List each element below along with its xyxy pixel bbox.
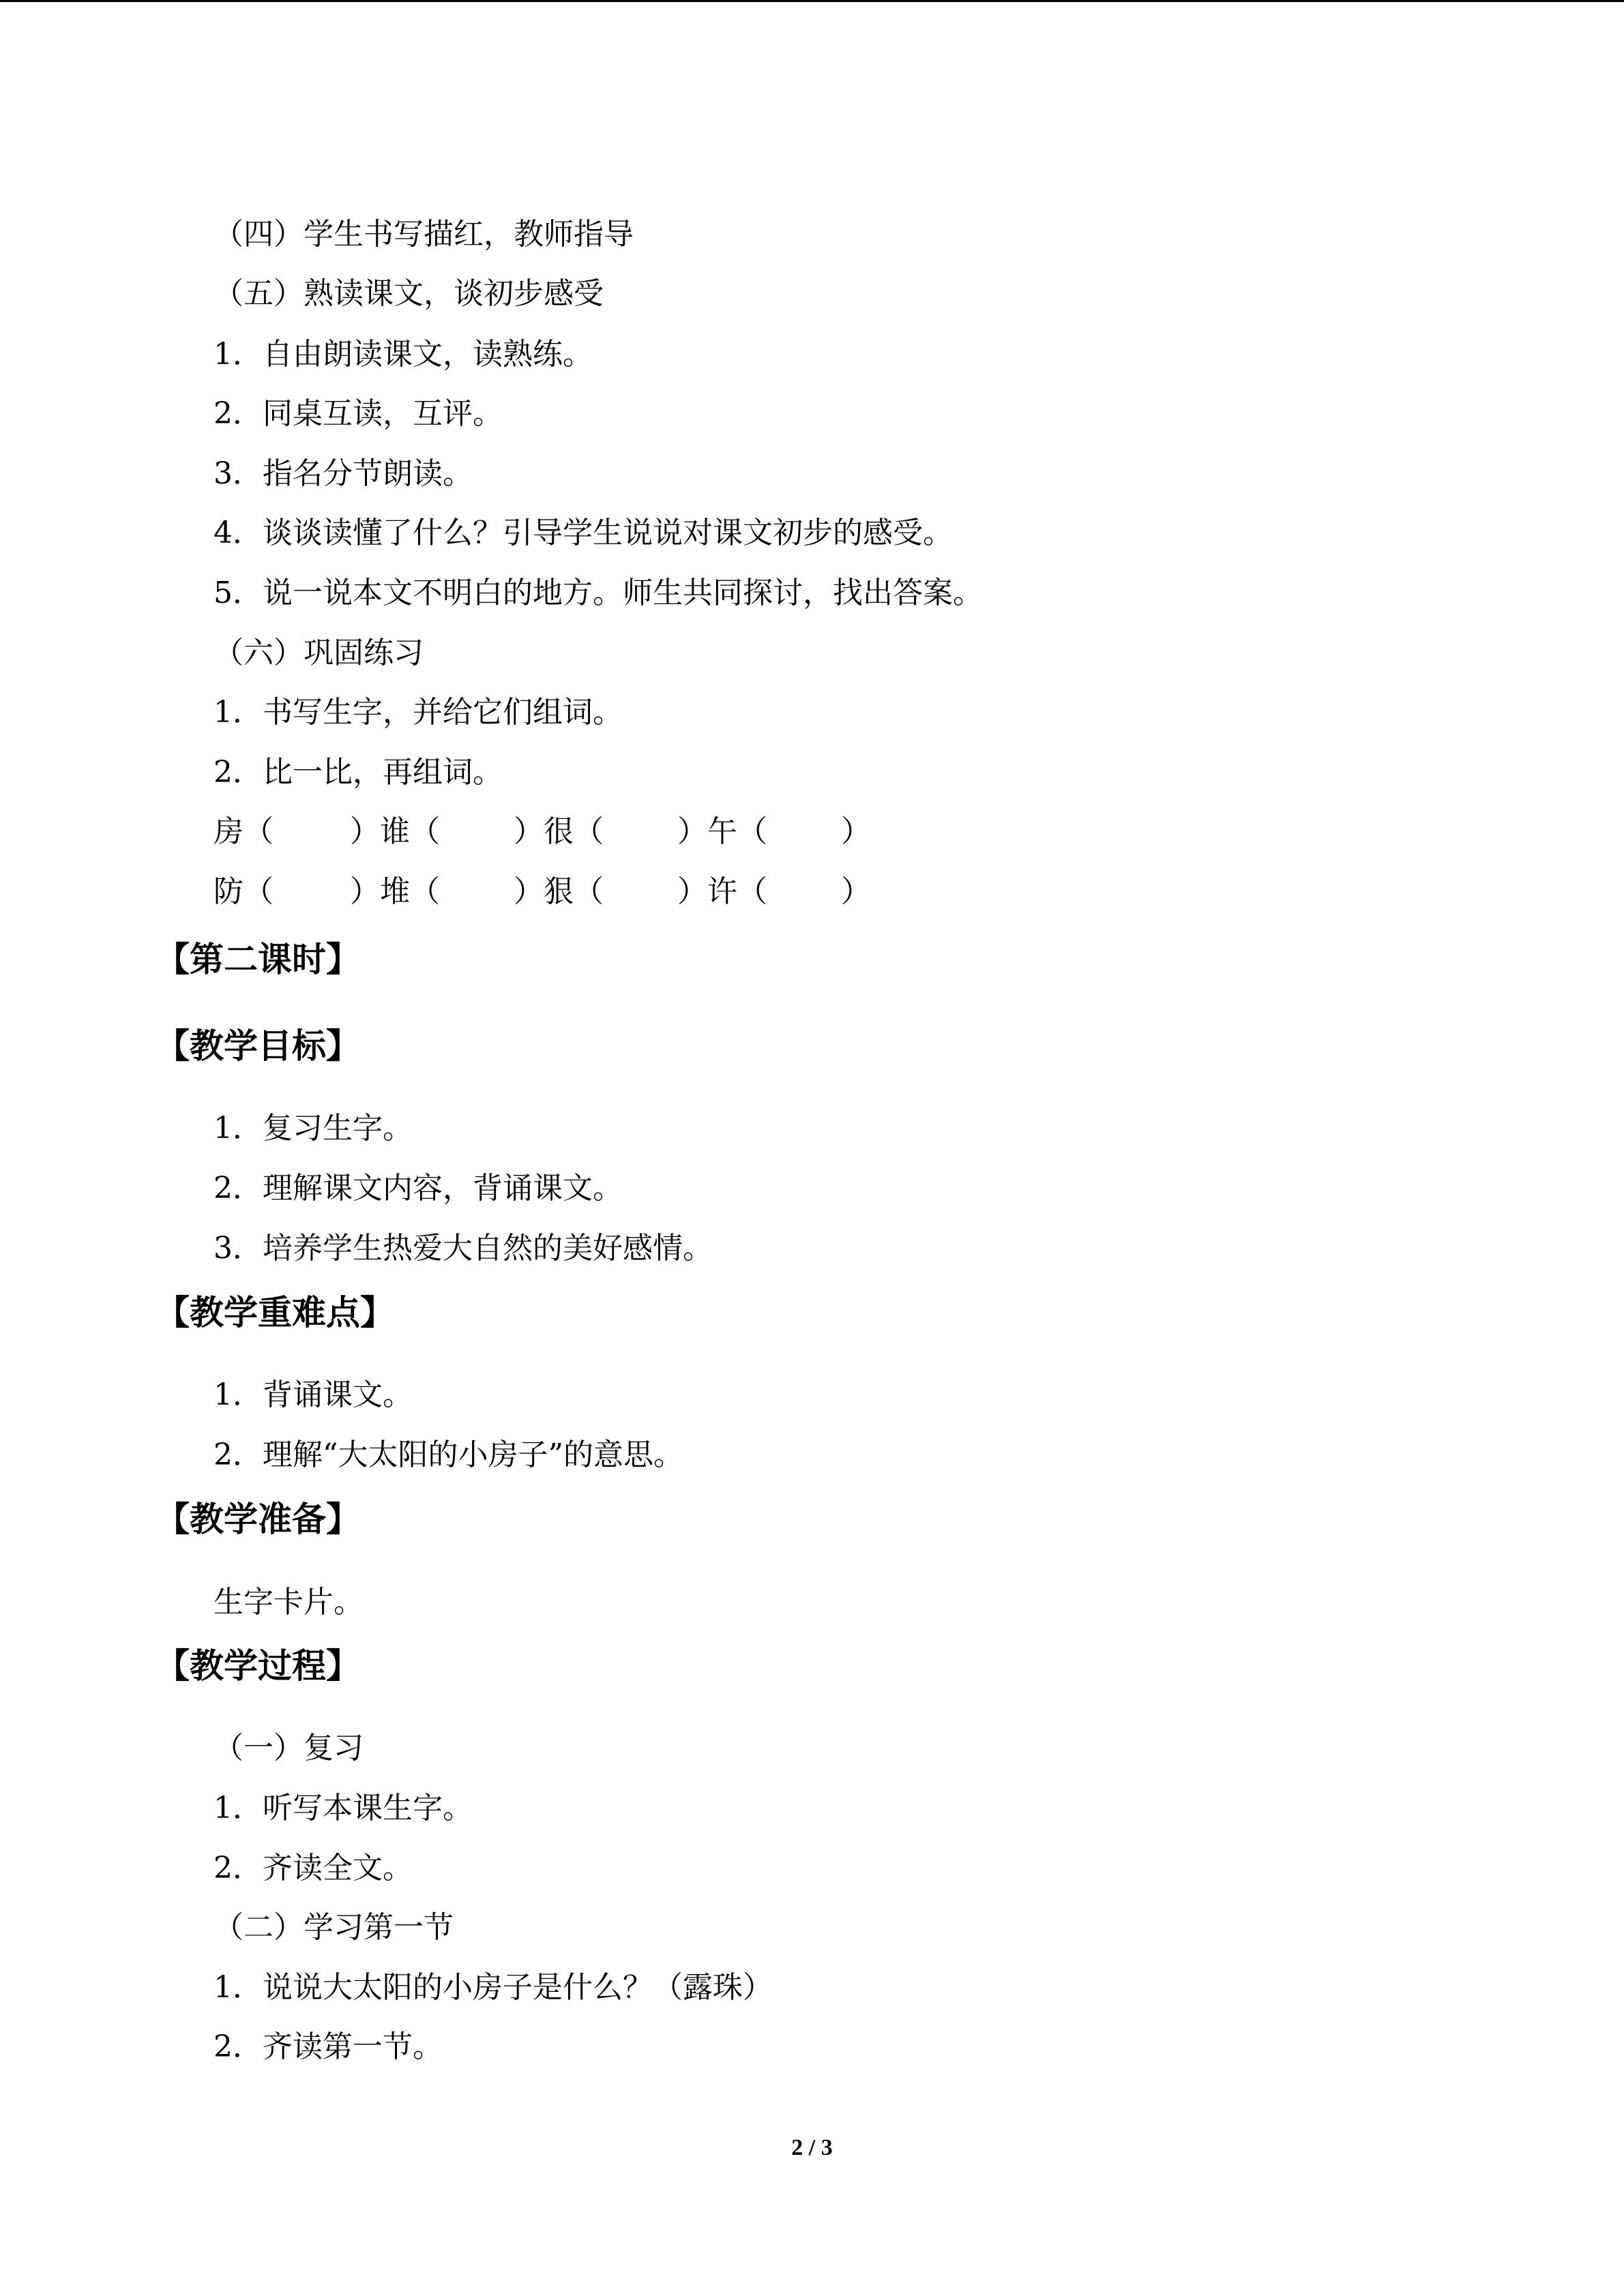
prep-text: 生字卡片。 <box>213 1585 364 1620</box>
list-item: 2．同桌互读，互评。 <box>213 396 503 431</box>
compare-cell: ） <box>841 874 871 909</box>
list-item: 5．说一说本文不明白的地方。师生共同探讨，找出答案。 <box>213 576 983 610</box>
compare-cell: 防（ <box>213 874 274 909</box>
page-number: 2 / 3 <box>791 2135 833 2160</box>
compare-cell: ）很（ <box>514 814 604 849</box>
list-item: 3．指名分节朗读。 <box>213 456 473 491</box>
compare-cell: ）堆（ <box>350 874 440 909</box>
lesson2-heading: 【第二课时】 <box>156 940 360 979</box>
list-item: 1．说说大太阳的小房子是什么？（露珠） <box>213 1970 773 2005</box>
list-item: 3．培养学生热爱大自然的美好感情。 <box>213 1231 713 1266</box>
compare-cell: ） <box>841 814 871 849</box>
list-item: 2．齐读全文。 <box>213 1851 413 1885</box>
compare-cell: ）许（ <box>677 874 767 909</box>
list-item: 1．听写本课生字。 <box>213 1791 473 1825</box>
list-item: 4．谈谈读懂了什么？引导学生说说对课文初步的感受。 <box>213 516 953 550</box>
compare-cell: ）午（ <box>677 814 767 849</box>
process-part2-title: （二）学习第一节 <box>213 1910 454 1945</box>
list-item: 1．书写生字，并给它们组词。 <box>213 695 623 730</box>
top-border <box>0 0 1624 2</box>
keypoints-heading: 【教学重难点】 <box>156 1293 394 1332</box>
section5-title: （五）熟读课文，谈初步感受 <box>213 276 604 311</box>
process-heading: 【教学过程】 <box>156 1646 360 1686</box>
list-item: 2．齐读第一节。 <box>213 2029 443 2064</box>
prep-heading: 【教学准备】 <box>156 1500 360 1539</box>
process-part1-title: （一）复习 <box>213 1731 364 1765</box>
list-item: 1．背诵课文。 <box>213 1377 413 1412</box>
compare-cell: ）谁（ <box>350 814 440 849</box>
list-item: 1．自由朗读课文，读熟练。 <box>213 337 593 372</box>
compare-cell: ）狠（ <box>514 874 604 909</box>
section4-title: （四）学生书写描红，教师指导 <box>213 217 634 252</box>
list-item: 2．理解课文内容，背诵课文。 <box>213 1171 623 1206</box>
list-item: 1．复习生字。 <box>213 1111 413 1146</box>
list-item: 2．理解“大太阳的小房子”的意思。 <box>213 1437 683 1472</box>
section6-title: （六）巩固练习 <box>213 636 424 670</box>
compare-cell: 房（ <box>213 814 274 849</box>
goals-heading: 【教学目标】 <box>156 1026 360 1066</box>
list-item: 2．比一比，再组词。 <box>213 755 503 790</box>
